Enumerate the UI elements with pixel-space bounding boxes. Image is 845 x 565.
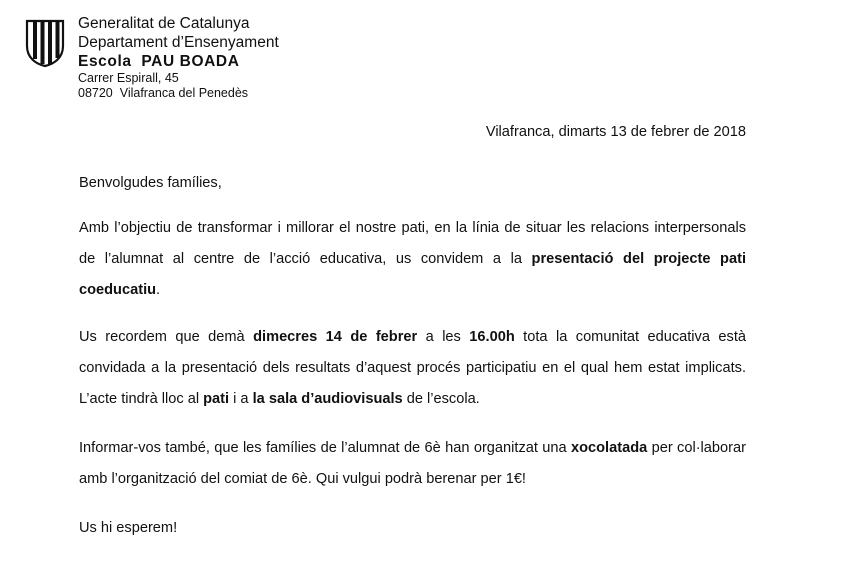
p2-text-1: Us recordem que demà — [79, 329, 254, 345]
school-street: Carrer Espirall, 45 — [78, 71, 179, 85]
school-name: Escola PAU BOADA — [78, 53, 240, 70]
government-name: Generalitat de Catalunya — [78, 15, 250, 32]
p2-text-2: a les — [417, 329, 470, 345]
p1-bold-project: presentació del projecte pati coeducatiu — [79, 251, 746, 298]
department-name: Departament d’Ensenyament — [78, 34, 279, 51]
p2-text-3: tota la comunitat educativa està convidada a la presentació dels resultats d’aquest procés participatiu en el qual hem estat implicats. L’acte tindrà lloc al — [79, 329, 746, 407]
p2-text-5: de l’escola. — [402, 391, 480, 407]
school-city: 08720 Vilafranca del Penedès — [78, 86, 249, 100]
letterhead — [22, 14, 342, 106]
p3-text-2: per col·laborar amb l’organització del comiat de 6è. Qui vulgui podrà berenar per 1€! — [79, 440, 746, 487]
paragraph-xocolatada — [79, 433, 746, 495]
p1-text-2: . — [156, 282, 161, 298]
p3-bold-xocolatada: xocolatada — [570, 440, 648, 456]
p2-bold-pati: pati — [203, 391, 230, 407]
p2-text-4: i a — [229, 391, 253, 407]
salutation: Benvolgudes famílies, — [79, 175, 222, 191]
paragraph-project-presentation — [79, 213, 746, 306]
closing: Us hi esperem! — [79, 520, 178, 536]
letterhead-text — [78, 14, 279, 101]
p2-bold-room: la sala d’audiovisuals — [252, 391, 403, 407]
p3-text-1: Informar-vos també, que les famílies de l’alumnat de 6è han organitzat una — [79, 440, 571, 456]
catalan-senyera-coat-of-arms-icon — [24, 18, 66, 68]
letter-date: Vilafranca, dimarts 13 de febrer de 2018 — [485, 124, 746, 140]
p1-text-1: Amb l’objectiu de transformar i millorar el nostre pati, en la línia de situar les relacions interpersonals de l’alumnat al centre de l’acció educativa, us convidem a la — [79, 220, 746, 267]
p2-bold-time: 16.00h — [469, 329, 515, 345]
p2-bold-date: dimecres 14 de febrer — [253, 329, 418, 345]
paragraph-event-details — [79, 322, 746, 415]
